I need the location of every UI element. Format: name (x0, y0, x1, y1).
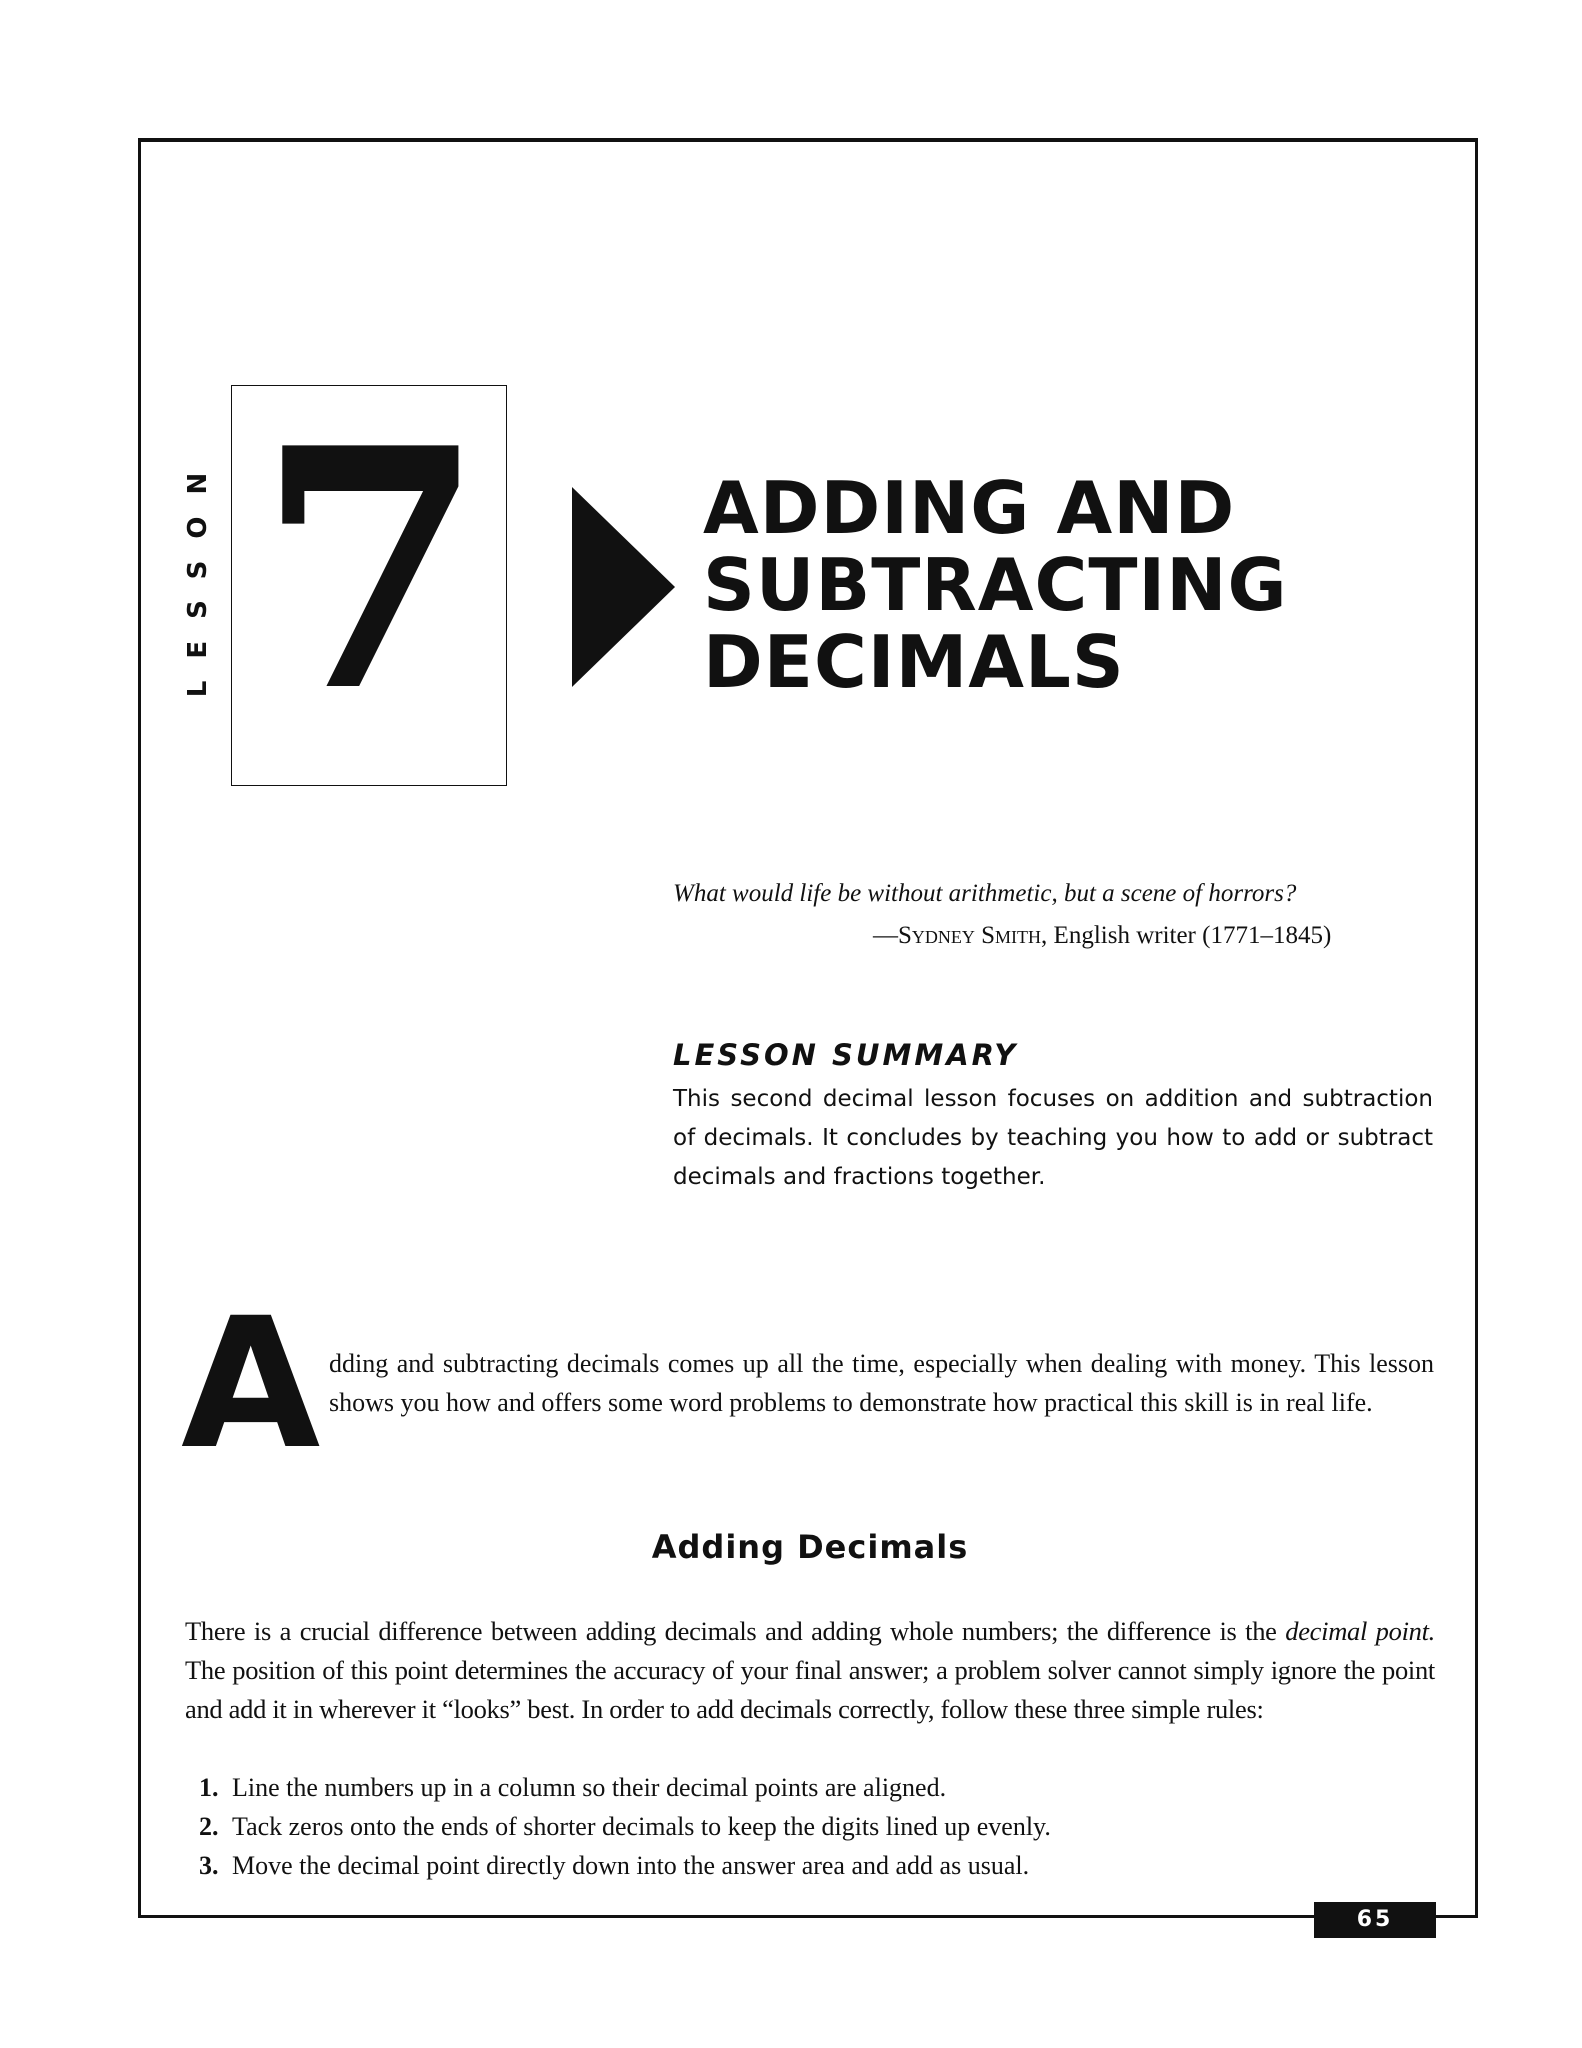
body-text-emphasis: decimal point. (1285, 1616, 1435, 1646)
drop-cap: A (181, 1280, 321, 1489)
epigraph-quote: What would life be without arithmetic, but a scene of horrors? (673, 880, 1297, 907)
intro-paragraph: dding and subtracting decimals comes up all the time, especially when dealing with money. This lesson shows you how and offers some word problems to demonstrate how practical this skill is in real life. (329, 1349, 1434, 1417)
list-item-text: Tack zeros onto the ends of shorter decimals to keep the digits lined up evenly. (232, 1812, 1051, 1841)
epigraph-attribution (873, 922, 1331, 950)
list-item (199, 1846, 1051, 1885)
chapter-title (703, 466, 1288, 704)
lesson-label: LESSON (183, 450, 213, 698)
rules-list (199, 1768, 1051, 1885)
triangle-arrow-icon (572, 487, 675, 687)
lesson-number: 7 (256, 376, 482, 764)
section-heading: Adding Decimals (651, 1528, 969, 1566)
list-item-number: 3. (199, 1851, 219, 1880)
epigraph-dash: — (873, 922, 898, 949)
lesson-summary-text: This second decimal lesson focuses on addition and subtraction of decimals. It concludes by teaching you how to add or subtract decimals and fractions together. (673, 1086, 1433, 1190)
lesson-summary-heading: LESSON SUMMARY (673, 1038, 1019, 1072)
chapter-title-line-1: ADDING AND (703, 466, 1236, 550)
list-item-text: Line the numbers up in a column so their decimal points are aligned. (232, 1773, 947, 1802)
body-text-start: There is a crucial difference between adding decimals and adding whole numbers; the difference is the (185, 1616, 1286, 1646)
list-item-text: Move the decimal point directly down into the answer area and add as usual. (232, 1851, 1030, 1880)
list-item-number: 1. (199, 1773, 219, 1802)
epigraph-author: Sydney Smith (898, 922, 1042, 949)
page-number: 65 (1314, 1902, 1436, 1938)
body-text-end: The position of this point determines the accuracy of your final answer; a problem solver cannot simply ignore the point and add it in wherever it “looks” best. In order to add decimals correctly, follow these three simple rules: (185, 1655, 1435, 1724)
epigraph-description: , English writer (1771–1845) (1041, 922, 1332, 949)
body-paragraph (185, 1612, 1435, 1729)
list-item (199, 1768, 1051, 1807)
list-item-number: 2. (199, 1812, 219, 1841)
list-item (199, 1807, 1051, 1846)
chapter-title-line-2: SUBTRACTING (703, 543, 1288, 627)
chapter-title-line-3: DECIMALS (703, 620, 1125, 704)
lesson-number-box (231, 376, 507, 786)
